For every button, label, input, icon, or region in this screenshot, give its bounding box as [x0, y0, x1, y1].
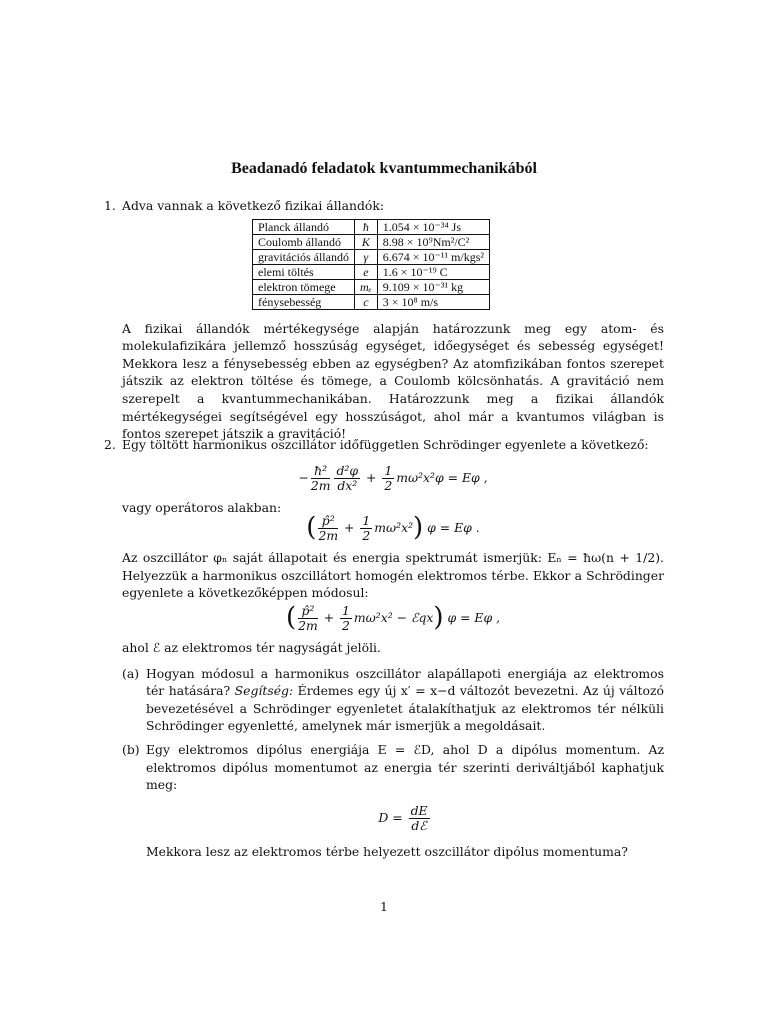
- constant-name: gravitációs állandó: [253, 249, 355, 264]
- eq-den: 2: [342, 617, 350, 633]
- equation-field: [122, 604, 664, 633]
- eq-den: 2: [384, 477, 393, 493]
- eq-fraction: [311, 464, 331, 493]
- constant-value: 1.054 × 10⁻³⁴ Js: [377, 219, 489, 234]
- constant-value: 8.98 × 10⁹Nm²/C²: [377, 234, 489, 249]
- equation-schrodinger: [122, 464, 664, 493]
- hint-text: Érdemes egy új x′ = x−d változót bevezetni. Az új változó bevezetésével a Schrödinger egyenletet átalakíthatjuk az elektromos tér nélküli Schrödinger egyenletté, amelynek már ismerjük a megoldásait.: [146, 683, 664, 734]
- eq-paren: (: [285, 602, 297, 633]
- page-number: 1: [380, 899, 388, 914]
- eq-fraction: [409, 804, 430, 833]
- equation-operator: [122, 514, 664, 543]
- eq-term: mω²x² − ℰqx: [353, 609, 434, 625]
- eq-fraction: [334, 464, 360, 493]
- subquestion-b: [122, 741, 664, 860]
- constant-name: fénysebesség: [253, 294, 355, 309]
- problem-1: [104, 197, 664, 443]
- eq-paren: ): [413, 512, 424, 543]
- constant-symbol: K: [354, 234, 377, 249]
- eq-term: D =: [378, 809, 403, 825]
- constant-value: 9.109 × 10⁻³¹ kg: [377, 279, 489, 294]
- constant-value: 6.674 × 10⁻¹¹ m/kgs²: [377, 249, 489, 264]
- constant-symbol: ħ: [354, 219, 377, 234]
- eq-den: 2: [362, 528, 371, 544]
- constant-symbol: γ: [354, 249, 377, 264]
- subquestion-label: (b): [122, 741, 140, 757]
- subquestion-text: Hogyan módosul a harmonikus oszcillátor alapállapoti energiája az elektromos tér hatására?: [146, 665, 664, 699]
- constant-name: Planck állandó: [253, 219, 355, 234]
- eq-fraction: [340, 604, 352, 633]
- eq-term: +: [366, 469, 377, 485]
- problem-number: 1.: [104, 198, 116, 213]
- eq-term: φ = Eφ .: [427, 520, 480, 536]
- eq-num: 1: [362, 513, 371, 529]
- equation-dipole: [146, 804, 664, 833]
- eq-fraction: [382, 464, 394, 493]
- problem-intro: Adva vannak a következő fizikai állandók:: [122, 198, 385, 213]
- eq-paren: ): [433, 602, 444, 633]
- eq-den: 2m: [318, 528, 339, 544]
- eq-term: mω²x²φ = Eφ ,: [396, 469, 488, 485]
- eq-term: +: [344, 520, 355, 536]
- hint-label: Segítség:: [234, 683, 294, 699]
- subquestion-label: (a): [122, 665, 140, 681]
- document-title: Beadanadó feladatok kvantummechanikából: [231, 160, 537, 177]
- constant-row: [253, 294, 490, 309]
- constant-row: [253, 234, 490, 249]
- operator-intro: vagy operátoros alakban:: [122, 499, 282, 515]
- constant-row: [253, 279, 490, 294]
- subquestion-question: Mekkora lesz az elektromos térbe helyezett oszcillátor dipólus momentuma?: [146, 843, 628, 859]
- eq-den: 2m: [310, 477, 331, 493]
- constant-row: [253, 264, 490, 279]
- eq-term: +: [323, 609, 335, 625]
- eq-paren: (: [306, 512, 317, 543]
- constants-table: [252, 219, 490, 310]
- problem-number: 2.: [104, 437, 116, 452]
- eq-term: mω²x²: [374, 520, 414, 536]
- eq-fraction: [298, 604, 318, 633]
- eq-num: dE: [410, 802, 428, 818]
- eq-term: φ = Eφ ,: [447, 609, 501, 625]
- eq-num: 1: [342, 602, 350, 618]
- problem-2-paragraph: Az oszcillátor φₙ saját állapotait és energia spektrumát ismerjük: Eₙ = ħω(n + 1/2). Helyezzük a harmonikus oszcillátort homogén elektromos térbe. Ekkor a Schrödinger egyenlete a következőképpen módosul:: [122, 550, 664, 601]
- eq-den: 2m: [298, 617, 318, 633]
- subquestion-a: [122, 665, 664, 735]
- problem-intro: Egy töltött harmonikus oszcillátor időfüggetlen Schrödinger egyenlete a következő:: [122, 437, 649, 452]
- eq-fraction: [318, 514, 338, 543]
- constant-symbol: e: [354, 264, 377, 279]
- eq-fraction: [360, 514, 372, 543]
- eq-den: dx²: [337, 477, 358, 493]
- problem-2: [104, 436, 664, 860]
- eq-num: p̂²: [318, 514, 338, 529]
- eq-num: 1: [384, 462, 393, 478]
- subquestion-text: Egy elektromos dipólus energiája E = ℰD, ahol D a dipólus momentum. Az elektromos dipólus momentumot az energia tér szerinti deriváltjából kaphatjuk meg:: [146, 741, 664, 793]
- eq-num: ħ²: [311, 464, 331, 479]
- eq-term: −: [298, 469, 309, 485]
- constant-name: Coulomb állandó: [253, 234, 355, 249]
- constant-name: elektron tömege: [253, 279, 355, 294]
- constant-value: 3 × 10⁸ m/s: [377, 294, 489, 309]
- constant-name: elemi töltés: [253, 264, 355, 279]
- eq-den: dℰ: [411, 817, 427, 833]
- constant-symbol: c: [354, 294, 377, 309]
- constant-row: [253, 219, 490, 234]
- eq-num: p̂²: [298, 604, 318, 619]
- problem-1-paragraph: A fizikai állandók mértékegysége alapján határozzunk meg egy atom- és molekulafizikára jellemző hosszúság egységet, időegységet és sebesség egységet! Mekkora lesz a fénysebesség ebben az egységben? Az atomfizikában fontos szerepet játszik az elektron töltése és tömege, a Coulomb kölcsönhatás. A gravitáció nem szerepelt a kvantummechanikában. Határozzunk meg a fizikai állandók mértékegységei segítségével egy hosszúságot, ahol már a kvantumos világban is fontos szerepet játszik a gravitáció!: [122, 320, 664, 442]
- constant-value: 1.6 × 10⁻¹⁹ C: [377, 264, 489, 279]
- constant-symbol: mₑ: [354, 279, 377, 294]
- eq-num: d²φ: [336, 462, 359, 478]
- field-note: ahol ℰ az elektromos tér nagyságát jelöli.: [122, 639, 381, 655]
- constant-row: [253, 249, 490, 264]
